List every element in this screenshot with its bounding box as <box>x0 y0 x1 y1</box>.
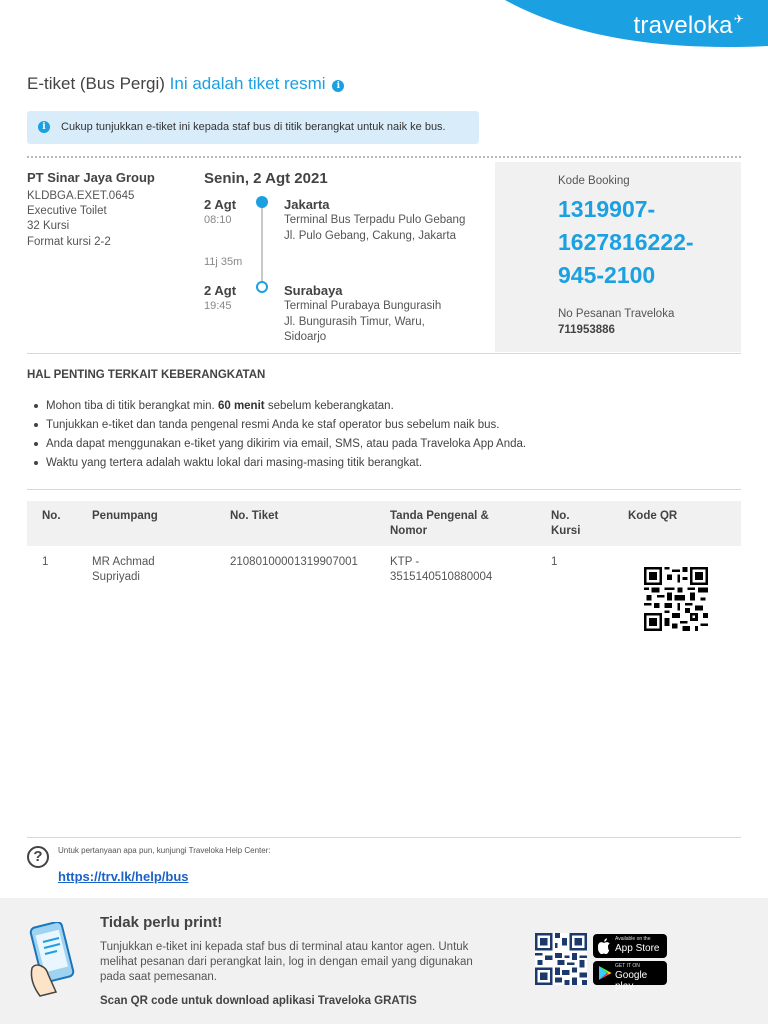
departure-city: Jakarta <box>284 197 330 212</box>
column-header-qr: Kode QR <box>628 510 678 522</box>
perforation-divider <box>27 156 741 160</box>
departure-address-line: Jl. Pulo Gebang, Cakung, Jakarta <box>284 230 456 242</box>
operator-name: PT Sinar Jaya Group <box>27 170 155 185</box>
google-play-small: GET IT ON <box>615 963 640 969</box>
row-passenger: MR Achmad Supriyadi <box>92 556 155 583</box>
google-play-icon <box>598 965 612 981</box>
help-text: Untuk pertanyaan apa pun, kunjungi Traveloka Help Center: <box>58 846 271 855</box>
ticket-qr-code <box>642 567 710 631</box>
no-print-text: Tunjukkan e-tiket ini kepada staf bus di terminal atau kantor agen. Untuk melihat pesanan dari perangkat lain, log in dengan email yang digunakan pada saat pemesanan. <box>100 941 473 983</box>
info-icon[interactable]: i <box>332 80 344 92</box>
row-ticket-number: 21080100001319907001 <box>230 556 358 568</box>
row-id: KTP - 3515140510880004 <box>390 556 493 583</box>
column-header-passenger: Penumpang <box>92 510 158 522</box>
title-official: Ini adalah tiket resmi <box>169 74 326 93</box>
row-seat: 1 <box>551 556 558 568</box>
arrival-address-line: Jl. Bungurasih Timur, Waru, <box>284 316 425 328</box>
list-item: Waktu yang tertera adalah waktu lokal dari masing-masing titik berangkat. <box>34 455 526 474</box>
column-header-no: No. <box>42 510 61 522</box>
divider <box>27 353 741 354</box>
phone-ticket-icon <box>26 922 88 998</box>
trip-date: Senin, 2 Agt 2021 <box>204 170 328 187</box>
order-number: 711953886 <box>558 324 615 336</box>
google-play-button[interactable] <box>593 961 667 992</box>
booking-code-label: Kode Booking <box>558 175 630 187</box>
title-main: E-tiket (Bus Pergi) <box>27 74 165 93</box>
apple-icon <box>598 938 612 954</box>
arrival-dot-icon <box>256 281 268 293</box>
google-play-label: Google play <box>615 970 648 992</box>
app-download-cta: Scan QR code untuk download aplikasi Traveloka GRATIS <box>100 995 417 1007</box>
divider <box>27 489 741 490</box>
list-item: Tunjukkan e-tiket dan tanda pengenal resmi Anda ke staf operator bus sebelum naik bus. <box>34 417 526 436</box>
departure-address-line: Terminal Bus Terpadu Pulo Gebang <box>284 214 466 226</box>
divider <box>27 837 741 838</box>
bus-class: Executive Toilet <box>27 205 107 217</box>
logo-bird-icon: ✈ <box>733 12 744 26</box>
app-store-button[interactable] <box>593 934 667 958</box>
notice-banner <box>27 111 479 144</box>
help-link[interactable]: https://trv.lk/help/bus <box>58 869 189 884</box>
arrival-city: Surabaya <box>284 283 343 298</box>
arrival-address-line: Terminal Purabaya Bungurasih <box>284 300 442 312</box>
page-title <box>27 74 344 94</box>
important-list <box>34 398 526 474</box>
departure-time: 08:10 <box>204 214 232 226</box>
traveloka-logo: traveloka✈ <box>633 12 744 39</box>
app-download-qr-code[interactable] <box>535 933 587 985</box>
arrival-time: 19:45 <box>204 300 232 312</box>
column-header-id: Tanda Pengenal & Nomor <box>390 510 489 537</box>
bus-code: KLDBGA.EXET.0645 <box>27 190 135 202</box>
column-header-ticket: No. Tiket <box>230 510 279 522</box>
info-icon: i <box>38 121 50 133</box>
departure-dot-icon <box>256 196 268 208</box>
app-store-small: Available on the <box>615 936 651 942</box>
timeline-line <box>261 202 263 286</box>
arrival-address-line: Sidoarjo <box>284 331 327 343</box>
booking-code-line: 1627816222- <box>558 229 694 255</box>
arrival-date: 2 Agt <box>204 283 237 298</box>
seat-count: 32 Kursi <box>27 220 70 232</box>
list-item: Anda dapat menggunakan e-tiket yang dikirim via email, SMS, atau pada Traveloka App Anda. <box>34 436 526 455</box>
app-store-label: App Store <box>615 943 660 954</box>
booking-code-line: 945-2100 <box>558 262 656 288</box>
notice-text: Cukup tunjukkan e-tiket ini kepada staf bus di titik berangkat untuk naik ke bus. <box>61 121 446 133</box>
seat-format: Format kursi 2-2 <box>27 236 111 248</box>
order-number-label: No Pesanan Traveloka <box>558 308 675 320</box>
help-icon: ? <box>27 846 49 868</box>
row-no: 1 <box>42 556 49 568</box>
booking-code <box>558 193 694 292</box>
departure-date: 2 Agt <box>204 197 237 212</box>
important-title: HAL PENTING TERKAIT KEBERANGKATAN <box>27 369 266 381</box>
list-item: Mohon tiba di titik berangkat min. 60 menit sebelum keberangkatan. <box>34 398 526 417</box>
trip-duration: 11j 35m <box>204 256 243 268</box>
no-print-title: Tidak perlu print! <box>100 914 223 931</box>
booking-code-line: 1319907- <box>558 196 656 222</box>
column-header-seat: No. Kursi <box>551 510 581 537</box>
